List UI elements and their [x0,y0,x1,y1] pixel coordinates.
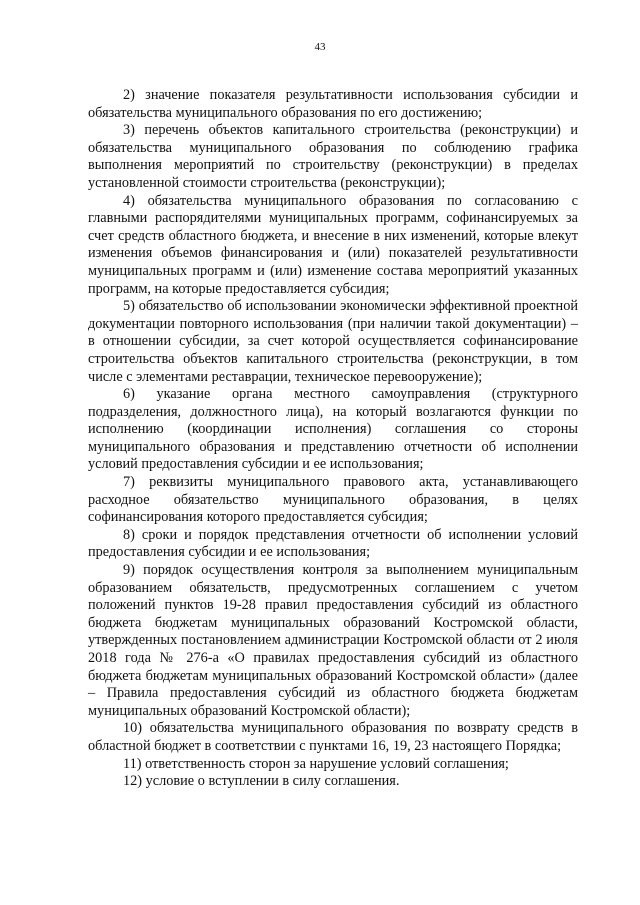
list-item: 6) указание органа местного самоуправления (структурного подразделения, должностного лица), на который возлагаются функции по исполнению (координации исполнения) соглашения со стороны муниципального образования и представлению отчетности об исполнении условий предоставления субсидии и ее использования; [88,386,578,473]
list-item: 12) условие о вступлении в силу соглашения. [123,773,400,790]
list-item: 7) реквизиты муниципального правового акта, устанавливающего расходное обязательство муниципального образования, в целях софинансирования которого предоставляется субсидия; [88,474,578,526]
list-item: 8) сроки и порядок представления отчетности об исполнении условий предоставления субсидии и ее использования; [88,526,578,561]
list-item: 4) обязательства муниципального образования по согласованию с главными распорядителями муниципальных программ, софинансируемых за счет средств областного бюджета, и внесение в них изменений, которые влекут изменения объемов финансирования и (или) показателей результативности муниципальных программ и (или) изменение состава мероприятий указанных программ, на которые предоставляется субсидия; [88,192,578,297]
document-body [88,87,578,791]
list-item: 2) значение показателя результативности использования субсидии и обязательства муниципального образования по его достижению; [88,87,578,121]
list-item: 9) порядок осуществления контроля за выполнением муниципальным образованием обязательств, предусмотренных соглашением с учетом положений пунктов 19-28 правил предоставления субсидий из областного бюджета бюджетам муниципальных образований Костромской области, утвержденных постановлением администрации Костромской области от 2 июля 2018 года № 276-а «О правилах предоставления субсидий из областного бюджета бюджетам муниципальных образований Костромской области» (далее – Правила предоставления субсидий из областного бюджета бюджетам муниципальных образований Костромской области); [88,562,578,719]
list-item: 5) обязательство об использовании экономически эффективной проектной документации повторного использования (при наличии такой документации) – в отношении субсидии, за счет которой осуществляется софинансирование строительства объектов капитального строительства (реконструкции, в том числе с элементами реставрации, техническое перевооружение); [88,298,578,385]
list-item: 3) перечень объектов капитального строительства (реконструкции) и обязательства муниципального образования по соблюдению графика выполнения мероприятий по строительству (реконструкции) в пределах установленной стоимости строительства (реконструкции); [88,122,578,191]
list-item: 11) ответственность сторон за нарушение условий соглашения; [123,755,509,772]
list-item: 10) обязательства муниципального образования по возврату средств в областной бюджет в соответствии с пунктами 16, 19, 23 настоящего Порядка; [88,720,578,754]
page-number: 43 [314,41,326,53]
